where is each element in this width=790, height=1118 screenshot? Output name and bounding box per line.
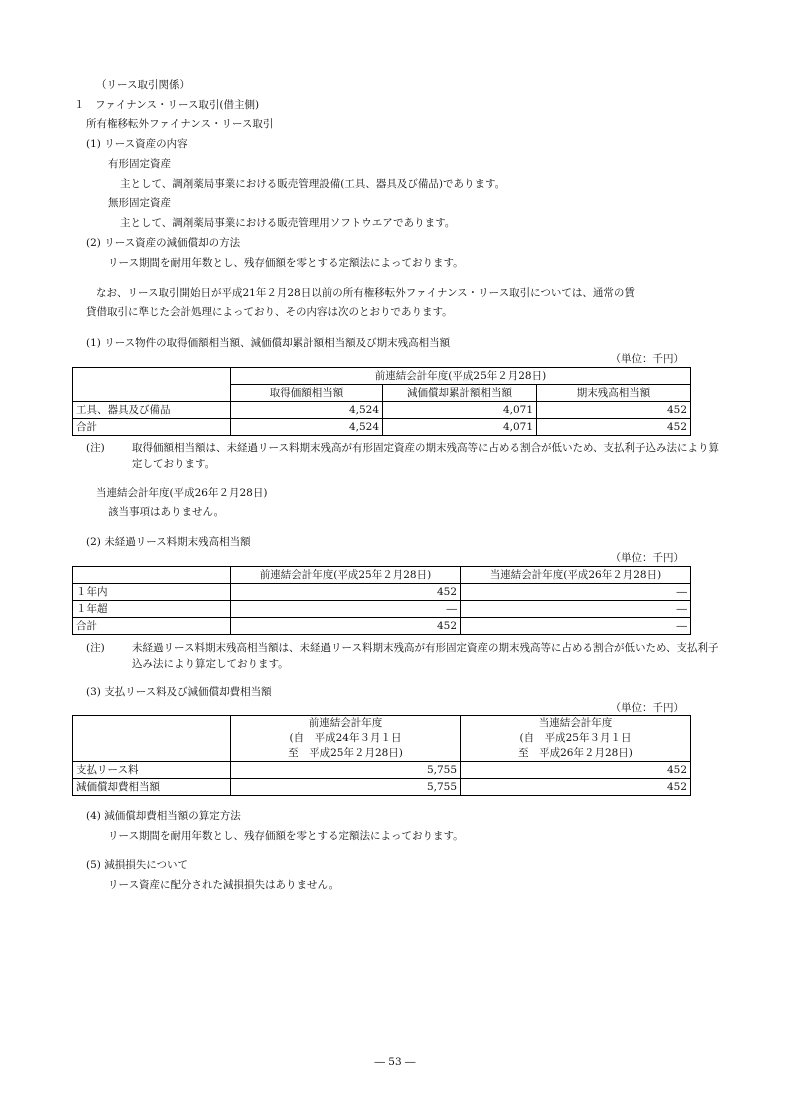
table3: [72, 715, 691, 796]
row-label: 減価償却費相当額: [73, 779, 231, 796]
table-row: [73, 618, 691, 635]
table1-col-header: 期末残高相当額: [537, 385, 691, 402]
page-number: ― 53 ―: [374, 1056, 416, 1068]
cell-value: ―: [231, 601, 461, 618]
header-line: 前連結会計年度: [308, 717, 383, 729]
cell-value: 4,071: [383, 402, 537, 419]
header-line: (自 平成25年３月１日: [519, 732, 632, 744]
p2-title: (2) リース資産の減価償却の方法: [86, 237, 241, 249]
row-label: １年内: [73, 584, 231, 601]
table1-note: [86, 440, 732, 474]
table-row: [73, 584, 691, 601]
table-row: [73, 402, 691, 419]
row-label: １年超: [73, 601, 231, 618]
p1-title: (1) リース資産の内容: [86, 138, 188, 150]
cell-value: 4,524: [231, 402, 383, 419]
p2-desc: リース期間を耐用年数とし、残存価額を零とする定額法によっております。: [108, 257, 464, 269]
p1-intangible: 無形固定資産: [108, 197, 171, 209]
row-label: 支払リース料: [73, 762, 231, 779]
table2-unit: （単位：千円）: [610, 552, 684, 564]
p1-tangible-desc: 主として、調剤薬局事業における販売管理設備(工具、器具及び備品)であります。: [120, 178, 506, 190]
table1-corner-cell: [73, 368, 231, 402]
cell-value: 452: [537, 419, 691, 436]
table1-current-title: 当連結会計年度(平成26年２月28日): [96, 487, 268, 499]
cell-value: 452: [231, 584, 461, 601]
cell-value: ―: [461, 601, 691, 618]
table1-col-header: 取得価額相当額: [231, 385, 383, 402]
header-line: (自 平成24年３月１日: [289, 732, 402, 744]
header-line: 当連結会計年度: [538, 717, 613, 729]
header-line: 至 平成25年２月28日): [288, 747, 403, 759]
cell-value: 5,755: [231, 779, 461, 796]
section4-title: (4) 減価償却費相当額の算定方法: [86, 810, 241, 822]
table2: [72, 566, 691, 635]
table-row: [73, 368, 691, 385]
row-label: 合計: [73, 419, 231, 436]
note-label: (注): [86, 642, 105, 654]
item1-heading: １ ファイナンス・リース取引(借主側): [74, 99, 260, 111]
cell-value: 4,524: [231, 419, 383, 436]
table-row: [73, 567, 691, 584]
table1-current-text: 該当事項はありません。: [108, 506, 225, 518]
section5-title: (5) 減損損失について: [86, 859, 189, 871]
table2-title: (2) 未経過リース料期末残高相当額: [86, 536, 251, 548]
table-row: [73, 601, 691, 618]
table3-unit: （単位：千円）: [610, 702, 684, 714]
row-label: 合計: [73, 618, 231, 635]
subtitle: 所有権移転外ファイナンス・リース取引: [86, 118, 274, 130]
section-title: （リース取引関係）: [96, 79, 190, 91]
note-label: (注): [86, 442, 105, 454]
cell-value: ―: [461, 618, 691, 635]
table2-note: [86, 640, 732, 674]
section4-text: リース期間を耐用年数とし、残存価額を零とする定額法によっております。: [108, 830, 464, 842]
table2-corner-cell: [73, 567, 231, 584]
table3-corner-cell: [73, 716, 231, 762]
table1-title: (1) リース物件の取得価額相当額、減価償却累計額相当額及び期末残高相当額: [86, 337, 451, 349]
table2-col-header: 前連結会計年度(平成25年２月28日): [231, 567, 461, 584]
table-row: [73, 716, 691, 762]
table3-col-header: [461, 716, 691, 762]
table1: [72, 367, 691, 436]
header-line: 至 平成26年２月28日): [518, 747, 633, 759]
cell-value: 4,071: [383, 419, 537, 436]
table3-col-header: [231, 716, 461, 762]
row-label: 工具、器具及び備品: [73, 402, 231, 419]
p1-tangible: 有形固定資産: [108, 158, 171, 170]
intro-line1: なお、リース取引開始日が平成21年２月28日以前の所有権移転外ファイナンス・リース取引については、通常の賃: [96, 287, 635, 299]
intro-line2: 貸借取引に準じた会計処理によっており、その内容は次のとおりであります。: [86, 306, 453, 318]
table1-period-header: 前連結会計年度(平成25年２月28日): [231, 368, 691, 385]
table1-unit: （単位：千円）: [610, 353, 684, 365]
table-row: [73, 762, 691, 779]
section5-text: リース資産に配分された減損損失はありません。: [108, 879, 340, 891]
cell-value: ―: [461, 584, 691, 601]
cell-value: 452: [461, 779, 691, 796]
cell-value: 452: [231, 618, 461, 635]
table2-col-header: 当連結会計年度(平成26年２月28日): [461, 567, 691, 584]
cell-value: 5,755: [231, 762, 461, 779]
note-text: 未経過リース料期末残高相当額は、未経過リース料期末残高が有形固定資産の期末残高等に占める割合が低いため、支払利子込み法により算定しております。: [132, 642, 719, 670]
table-row: [73, 419, 691, 436]
table3-title: (3) 支払リース料及び減価償却費相当額: [86, 686, 272, 698]
table-row: [73, 779, 691, 796]
table1-col-header: 減価償却累計額相当額: [383, 385, 537, 402]
note-text: 取得価額相当額は、未経過リース料期末残高が有形固定資産の期末残高等に占める割合が低いため、支払利子込み法により算定しております。: [132, 442, 720, 470]
cell-value: 452: [461, 762, 691, 779]
cell-value: 452: [537, 402, 691, 419]
p1-intangible-desc: 主として、調剤薬局事業における販売管理用ソフトウエアであります。: [120, 217, 456, 229]
